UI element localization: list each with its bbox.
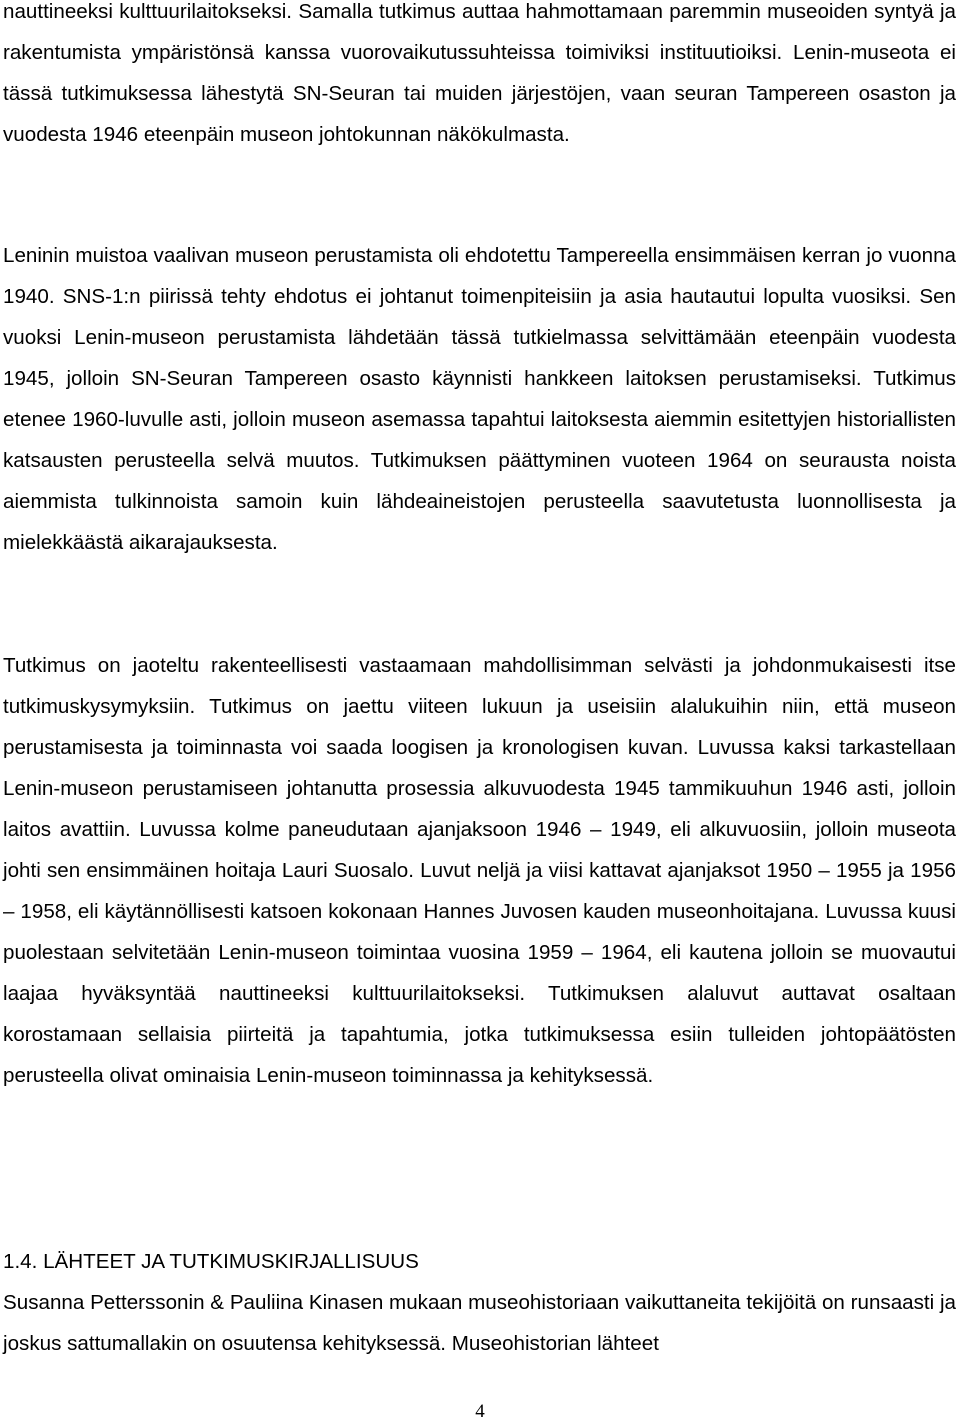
paragraph-research-period: Leninin muistoa vaalivan museon perustamista oli ehdotettu Tampereella ensimmäisen kerran jo vuonna 1940. SNS-1:n piirissä tehty ehdotus ei johtanut toimenpiteisiin ja asia hautautui lopulta vuosiksi. Sen vuoksi Lenin-museon perustamista lähdetään tässä tutkielmassa selvittämään eteenpäin vuodesta 1945, jolloin SN-Seuran Tampereen osasto käynnisti hankkeen laitoksen perustamiseksi. Tutkimus etenee 1960-luvulle asti, jolloin museon asemassa tapahtui laitoksesta aiemmin esitettyjen historiallisten katsausten perusteella selvä muutos. Tutkimuksen päättyminen vuoteen 1964 on seurausta noista aiemmista tulkinnoista samoin kuin lähdeaineistojen perusteella saavutetusta luonnollisesta ja mielekkäästä aikarajauksesta. xyxy=(3,244,956,554)
paragraph-sources: Susanna Petterssonin & Pauliina Kinasen mukaan museohistoriaan vaikuttaneita tekijöitä on runsaasti ja joskus sattumallakin on osuutensa kehityksessä. Museohistorian lähteet xyxy=(3,1291,956,1355)
section-heading: 1.4. LÄHTEET JA TUTKIMUSKIRJALLISUUS xyxy=(3,1250,419,1273)
paragraph-intro-continuation: nauttineeksi kulttuurilaitokseksi. Samalla tutkimus auttaa hahmottamaan paremmin museoiden syntyä ja rakentumista ympäristönsä kanssa vuorovaikutussuhteissa toimiviksi instituutioiksi. Lenin-museota ei tässä tutkimuksessa lähestytä SN-Seuran tai muiden järjestöjen, vaan seuran Tampereen osaston ja vuodesta 1946 eteenpäin museon johtokunnan näkökulmasta. xyxy=(3,0,956,146)
page-number: 4 xyxy=(475,1401,485,1422)
paragraph-structure: Tutkimus on jaoteltu rakenteellisesti vastaamaan mahdollisimman selvästi ja johdonmukaisesti itse tutkimuskysymyksiin. Tutkimus on jaettu viiteen lukuun ja useisiin alalukuihin niin, että museon perustamisesta ja toiminnasta voi saada loogisen ja kronologisen kuvan. Luvussa kaksi tarkastellaan Lenin-museon perustamiseen johtanutta prosessia alkuvuodesta 1945 tammikuuhun 1946 asti, jolloin laitos avattiin. Luvussa kolme paneudutaan ajanjaksoon 1946 – 1949, eli alkuvuosiin, jolloin museota johti sen ensimmäinen hoitaja Lauri Suosalo. Luvut neljä ja viisi kattavat ajanjaksot 1950 – 1955 ja 1956 – 1958, eli käytännöllisesti katsoen kokonaan Hannes Juvosen kauden museonhoitajana. Luvussa kuusi puolestaan selvitetään Lenin-museon toimintaa vuosina 1959 – 1964, eli kautena jolloin se muovautui laajaa hyväksyntää nauttineeksi kulttuurilaitokseksi. Tutkimuksen alaluvut auttavat osaltaan korostamaan sellaisia piirteitä ja tapahtumia, jotka tutkimuksessa esiin tulleiden johtopäätösten perusteella olivat ominaisia Lenin-museon toiminnassa ja kehityksessä. xyxy=(3,654,956,1087)
